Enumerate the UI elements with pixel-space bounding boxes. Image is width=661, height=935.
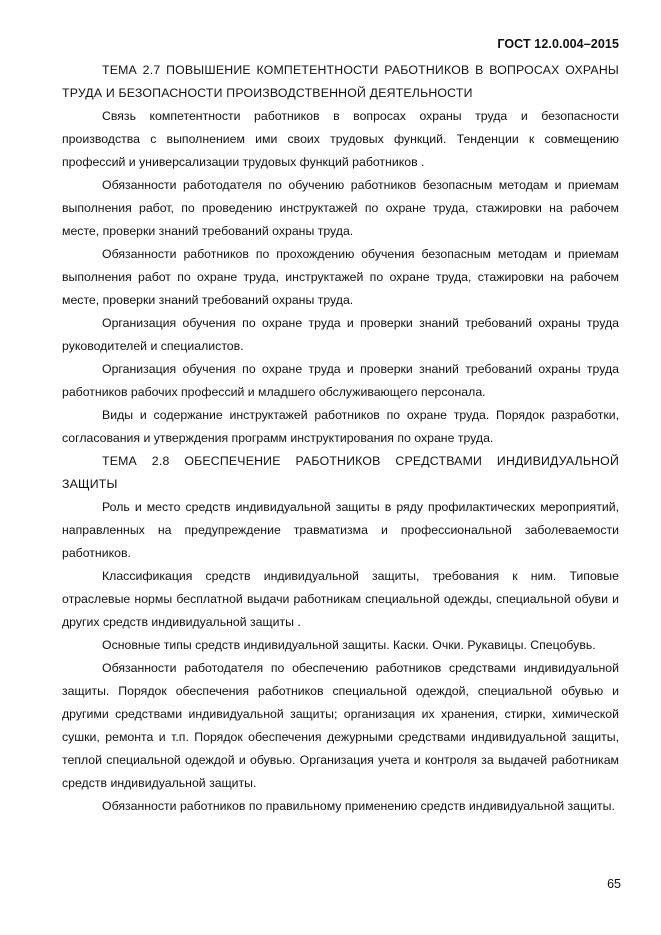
paragraph: Классификация средств индивидуальной защиты, требования к ним. Типовые отраслевые нормы бесплатной выдачи работникам специальной одежды, специальной обуви и других средств индивидуальной защиты . bbox=[62, 569, 619, 629]
page-body bbox=[62, 59, 619, 818]
paragraph: Основные типы средств индивидуальной защиты. Каски. Очки. Рукавицы. Спецобувь. bbox=[102, 638, 596, 652]
section-heading-2-8: ТЕМА 2.8 ОБЕСПЕЧЕНИЕ РАБОТНИКОВ СРЕДСТВАМИ ИНДИВИДУАЛЬНОЙ ЗАЩИТЫ bbox=[62, 454, 619, 491]
page-number: 65 bbox=[607, 877, 621, 891]
paragraph: Роль и место средств индивидуальной защиты в ряду профилактических мероприятий, направленных на предупреждение травматизма и профессиональной заболеваемости работников. bbox=[62, 500, 619, 560]
paragraph: Обязанности работников по правильному применению средств индивидуальной защиты. bbox=[102, 799, 615, 813]
paragraph: Виды и содержание инструктажей работников по охране труда. Порядок разработки, согласования и утверждения программ инструктирования по охране труда. bbox=[62, 408, 619, 445]
paragraph: Организация обучения по охране труда и проверки знаний требований охраны труда руководителей и специалистов. bbox=[62, 316, 619, 353]
paragraph: Организация обучения по охране труда и проверки знаний требований охраны труда работников рабочих профессий и младшего обслуживающего персонала. bbox=[62, 362, 619, 399]
paragraph: Обязанности работодателя по обеспечению работников средствами индивидуальной защиты. Порядок обеспечения работников специальной одеждой, специальной обувью и другими средствами индивидуальной защиты; организация их хранения, стирки, химической сушки, ремонта и т.п. Порядок обеспечения дежурными средствами индивидуальной защиты, теплой специальной одеждой и обувью. Организация учета и контроля за выдачей работникам средств индивидуальной защиты. bbox=[62, 661, 619, 790]
paragraph: Обязанности работодателя по обучению работников безопасным методам и приемам выполнения работ, по проведению инструктажей по охране труда, стажировки на рабочем месте, проверки знаний требований охраны труда. bbox=[62, 178, 619, 238]
paragraph: Обязанности работников по прохождению обучения безопасным методам и приемам выполнения работ по охране труда, инструктажей по охране труда, стажировки на рабочем месте, проверки знаний требований охраны труда. bbox=[62, 247, 619, 307]
document-code: ГОСТ 12.0.004–2015 bbox=[497, 37, 619, 51]
paragraph: Связь компетентности работников в вопросах охраны труда и безопасности производства с выполнением ими своих трудовых функций. Тенденции к совмещению профессий и универсализации трудовых функций работников . bbox=[62, 109, 619, 169]
section-heading-2-7: ТЕМА 2.7 ПОВЫШЕНИЕ КОМПЕТЕНТНОСТИ РАБОТНИКОВ В ВОПРОСАХ ОХРАНЫ ТРУДА И БЕЗОПАСНОСТИ ПРОИЗВОДСТВЕННОЙ ДЕЯТЕЛЬНОСТИ bbox=[62, 63, 619, 100]
